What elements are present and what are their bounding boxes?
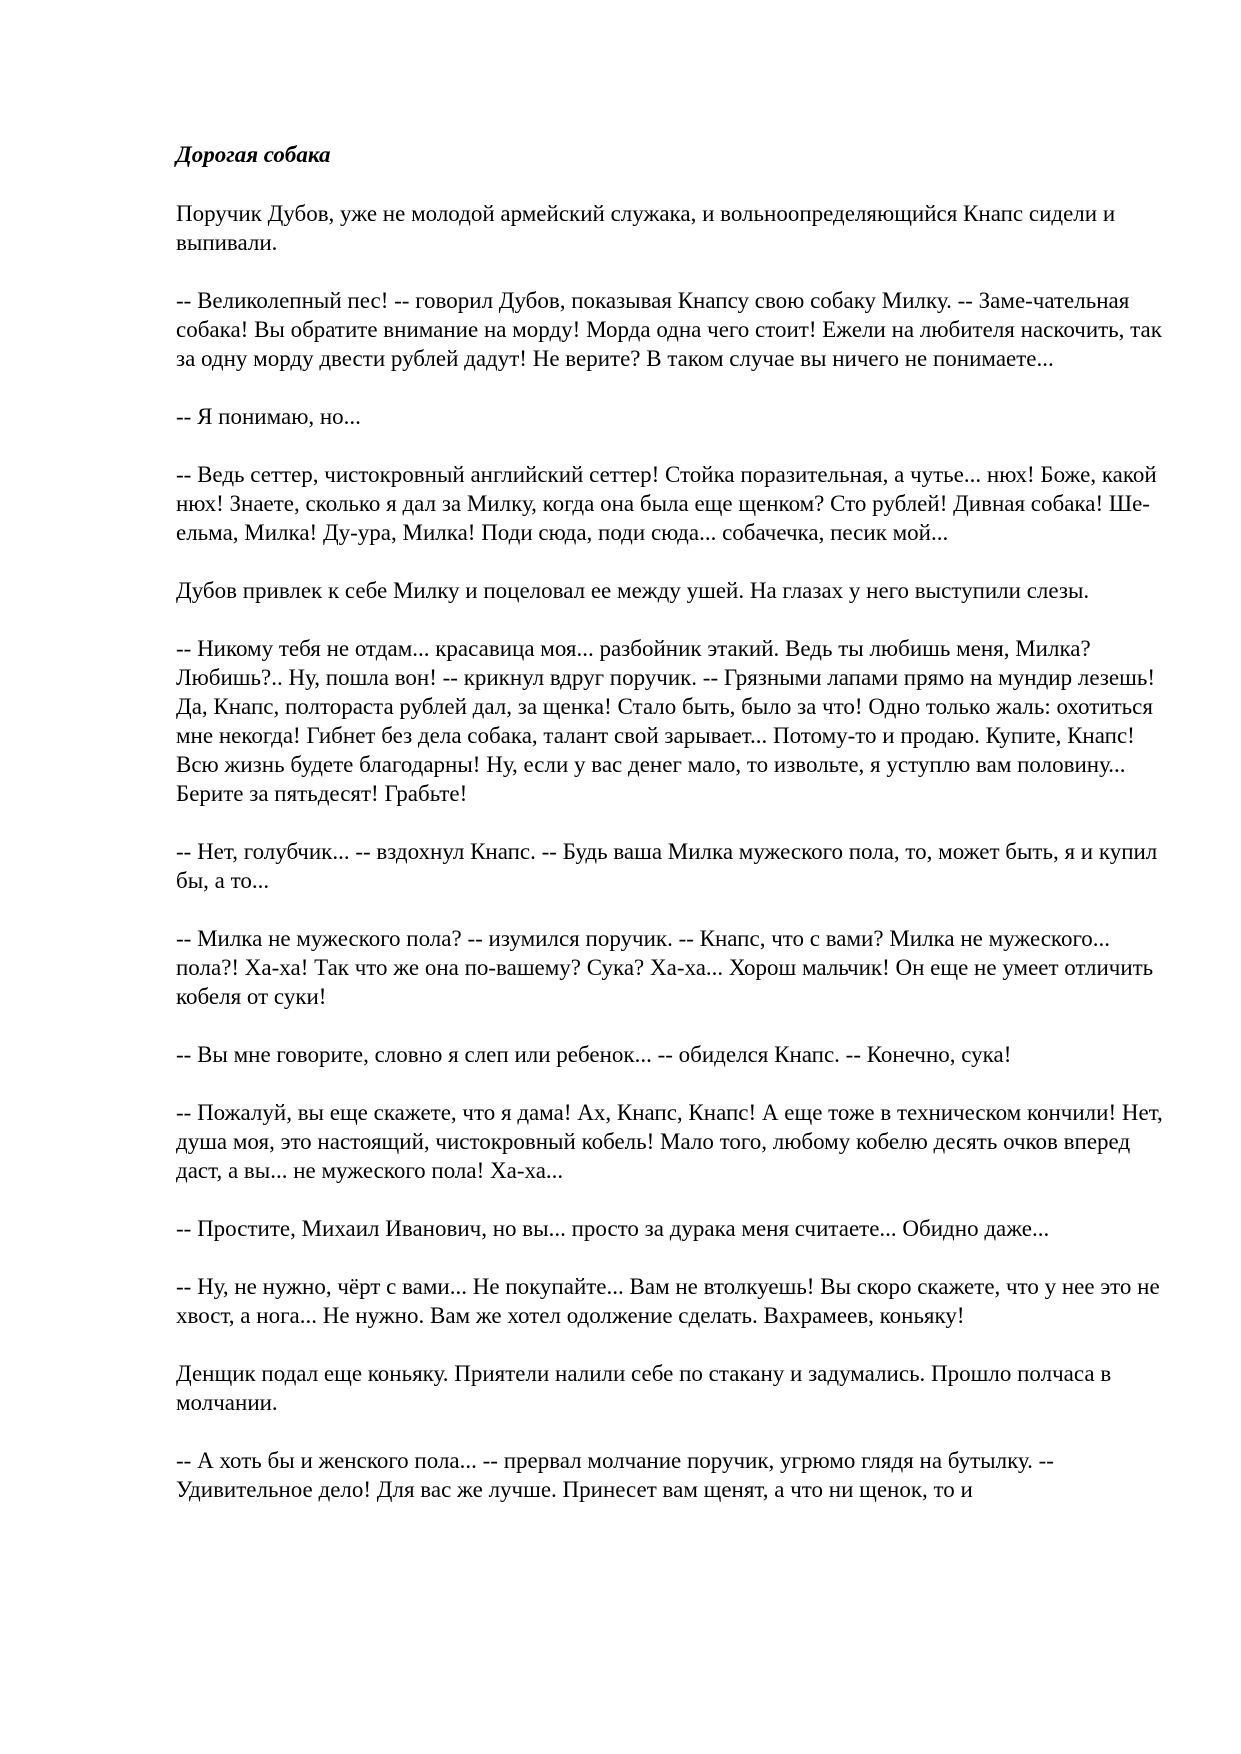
paragraph: -- Великолепный пес! -- говорил Дубов, показывая Кнапсу свою собаку Милку. -- Заме-чательная собака! Вы обратите внимание на морду! Морда одна чего стоит! Ежели на любителя наскочить, так за одну морду двести рублей дадут! Не верите? В таком случае вы ничего не понимаете...	[176, 288, 1162, 371]
document-title: Дорогая собака	[176, 142, 331, 167]
paragraph: -- Ведь сеттер, чистокровный английский сеттер! Стойка поразительная, а чутье... нюх! Боже, какой нюх! Знаете, сколько я дал за Милку, когда она была еще щенком? Сто рублей! Дивная собака! Ше-ельма, Милка! Ду-ура, Милка! Поди сюда, поди сюда... собачечка, песик мой...	[176, 462, 1157, 545]
paragraph: Дубов привлек к себе Милку и поцеловал ее между ушей. На глазах у него выступили слезы.	[176, 578, 1090, 603]
paragraph: -- А хоть бы и женского пола... -- прервал молчание поручик, угрюмо глядя на бутылку. -- Удивительное дело! Для вас же лучше. Принесет вам щенят, а что ни щенок, то и	[176, 1448, 1054, 1502]
paragraph: -- Милка не мужеского пола? -- изумился поручик. -- Кнапс, что с вами? Милка не мужеского... пола?! Ха-ха! Так что же она по-вашему? Сука? Ха-ха... Хорош мальчик! Он еще не умеет отличить кобеля от суки!	[176, 926, 1154, 1009]
document-page	[176, 140, 1166, 1504]
paragraph: -- Ну, не нужно, чёрт с вами... Не покупайте... Вам не втолкуешь! Вы скоро скажете, что у нее это не хвост, а нога... Не нужно. Вам же хотел одолжение сделать. Вахрамеев, коньяку!	[176, 1274, 1160, 1328]
paragraph: -- Пожалуй, вы еще скажете, что я дама! Ах, Кнапс, Кнапс! А еще тоже в техническом кончили! Нет, душа моя, это настоящий, чистокровный кобель! Мало того, любому кобелю десять очков вперед даст, а вы... не мужеского пола! Ха-ха...	[176, 1100, 1163, 1183]
paragraph: Поручик Дубов, уже не молодой армейский служака, и вольноопределяющийся Кнапс сидели и выпивали.	[176, 201, 1116, 255]
paragraph: -- Нет, голубчик... -- вздохнул Кнапс. -- Будь ваша Милка мужеского пола, то, может быть, я и купил бы, а то...	[176, 839, 1158, 893]
paragraph: -- Вы мне говорите, словно я слеп или ребенок... -- обиделся Кнапс. -- Конечно, сука!	[176, 1042, 1012, 1067]
paragraph: -- Никому тебя не отдам... красавица моя... разбойник этакий. Ведь ты любишь меня, Милка? Любишь?.. Ну, пошла вон! -- крикнул вдруг поручик. -- Грязными лапами прямо на мундир лезешь! Да, Кнапс, полтораста рублей дал, за щенка! Стало быть, было за что! Одно только жаль: охотиться мне некогда! Гибнет без дела собака, талант свой зарывает... Потому-то и продаю. Купите, Кнапс! Всю жизнь будете благодарны! Ну, если у вас денег мало, то извольте, я уступлю вам половину... Берите за пятьдесят! Грабьте!	[176, 636, 1155, 806]
paragraph: -- Простите, Михаил Иванович, но вы... просто за дурака меня считаете... Обидно даже...	[176, 1216, 1050, 1241]
paragraph: -- Я понимаю, но...	[176, 404, 361, 429]
paragraph: Денщик подал еще коньяку. Приятели налили себе по стакану и задумались. Прошло полчаса в молчании.	[176, 1361, 1112, 1415]
